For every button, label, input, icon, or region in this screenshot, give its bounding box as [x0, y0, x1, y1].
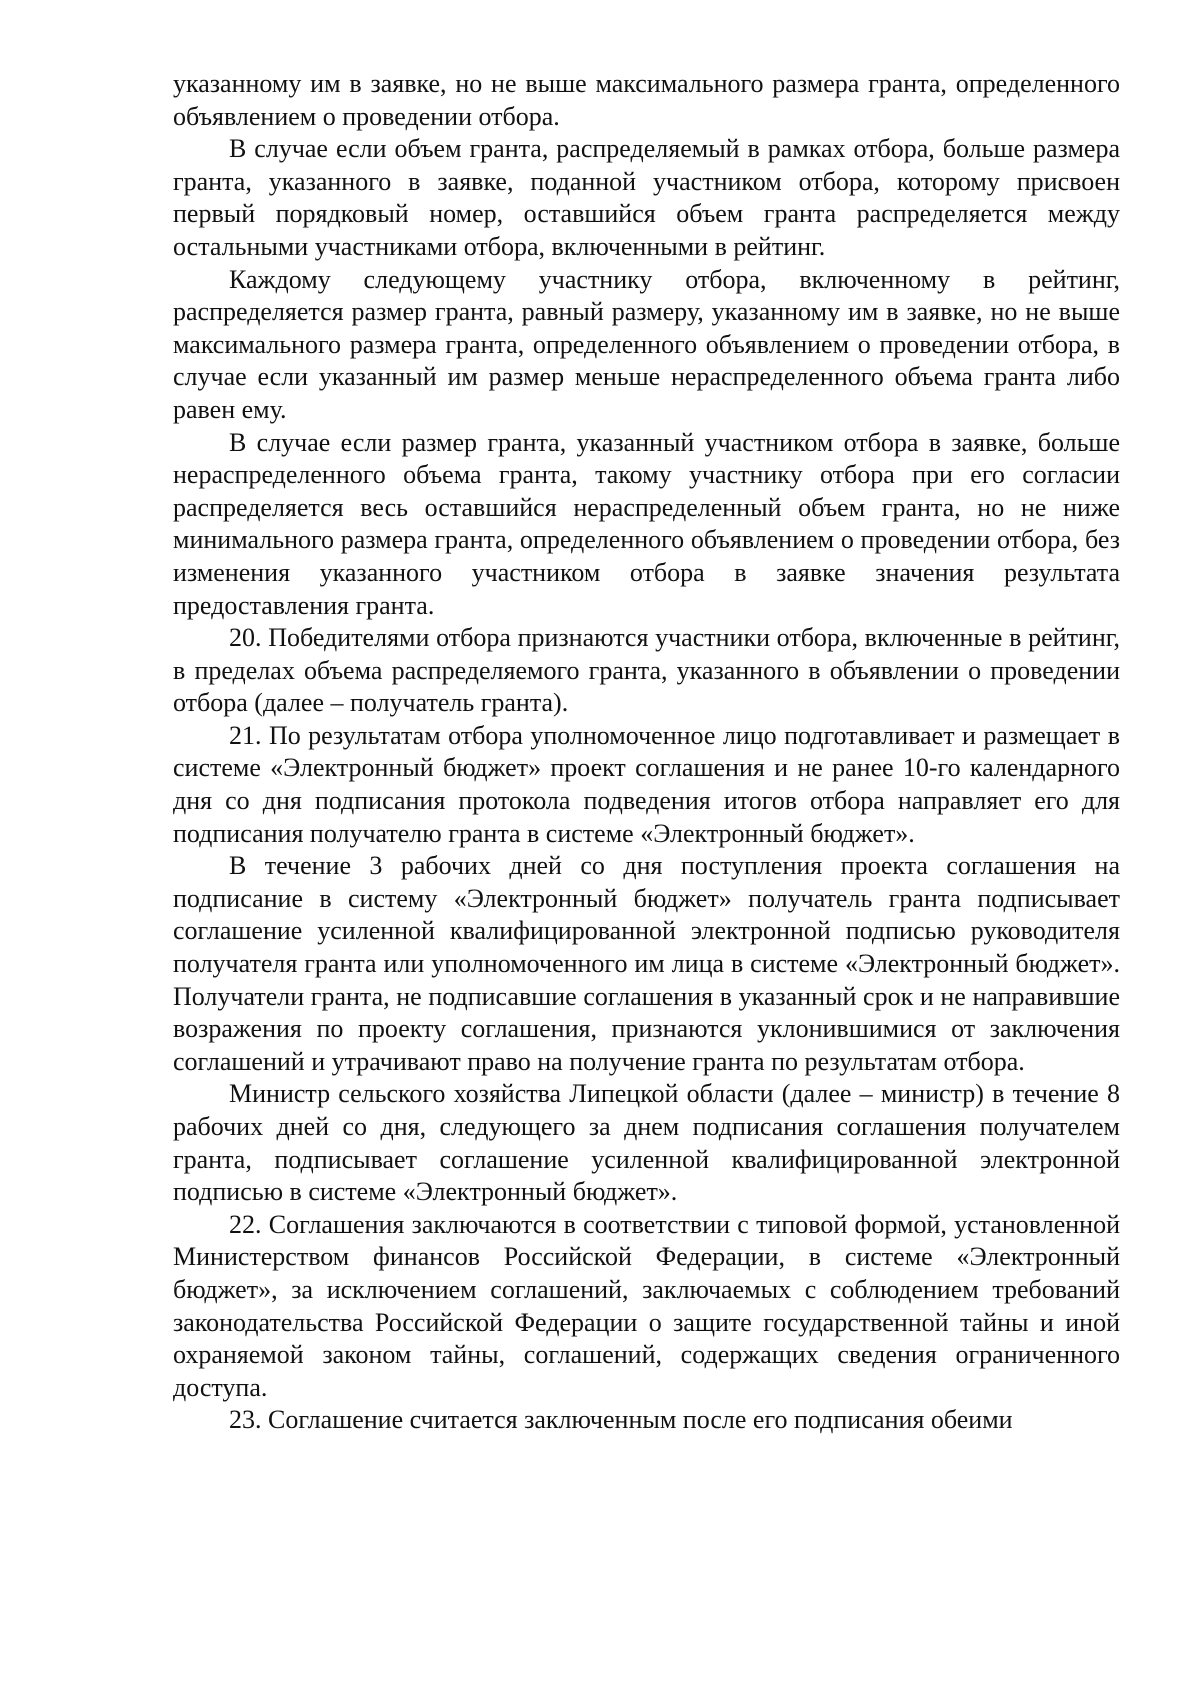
- paragraph-item-20: 20. Победителями отбора признаются участники отбора, включенные в рейтинг, в пределах объема распределяемого гранта, указанного в объявлении о проведении отбора (далее – получатель гранта).: [173, 623, 1120, 718]
- paragraph-grant-remainder: В случае если объем гранта, распределяемый в рамках отбора, больше размера гранта, указанного в заявке, поданной участником отбора, которому присвоен первый порядковый номер, оставшийся объем гранта распределяется между остальными участниками отбора, включенными в рейтинг.: [173, 134, 1120, 261]
- paragraph-next-participant: Каждому следующему участнику отбора, включенному в рейтинг, распределяется размер гранта, равный размеру, указанному им в заявке, но не выше максимального размера гранта, определенного объявлением о проведении отбора, в случае если указанный им размер меньше нераспределенного объема гранта либо равен ему.: [173, 264, 1120, 424]
- paragraph-minister-signing: Министр сельского хозяйства Липецкой области (далее – министр) в течение 8 рабочих дней со дня, следующего за днем подписания соглашения получателем гранта, подписывает соглашение усиленной квалифицированной электронной подписью в системе «Электронный бюджет».: [173, 1079, 1120, 1207]
- paragraph-item-22: 22. Соглашения заключаются в соответствии с типовой формой, установленной Министерством финансов Российской Федерации, в системе «Электронный бюджет», за исключением соглашений, заключаемых с соблюдением требований законодательства Российской Федерации о защите государственной тайны и иной охраняемой законом тайны, соглашений, содержащих сведения ограниченного доступа.: [173, 1209, 1120, 1402]
- document-page: [173, 68, 1120, 1437]
- paragraph-continuation: указанному им в заявке, но не выше максимального размера гранта, определенного объявлением о проведении отбора.: [173, 69, 1120, 131]
- paragraph-item-23: 23. Соглашение считается заключенным после его подписания обеими: [229, 1405, 1013, 1435]
- paragraph-item-21: 21. По результатам отбора уполномоченное лицо подготавливает и размещает в системе «Электронный бюджет» проект соглашения и не ранее 10-го календарного дня со дня подписания протокола подведения итогов отбора направляет его для подписания получателю гранта в системе «Электронный бюджет».: [173, 720, 1120, 848]
- paragraph-exceeds-remainder: В случае если размер гранта, указанный участником отбора в заявке, больше нераспределенного объема гранта, такому участнику отбора при его согласии распределяется весь оставшийся нераспределенный объем гранта, но не ниже минимального размера гранта, определенного объявлением о проведении отбора, без изменения указанного участником отбора в заявке значения результата предоставления гранта.: [173, 427, 1120, 620]
- paragraph-signing-period: В течение 3 рабочих дней со дня поступления проекта соглашения на подписание в систему «Электронный бюджет» получатель гранта подписывает соглашение усиленной квалифицированной электронной подписью руководителя получателя гранта или уполномоченного им лица в системе «Электронный бюджет». Получатели гранта, не подписавшие соглашения в указанный срок и не направившие возражения по проекту соглашения, признаются уклонившимися от заключения соглашений и утрачивают право на получение гранта по результатам отбора.: [173, 851, 1120, 1076]
